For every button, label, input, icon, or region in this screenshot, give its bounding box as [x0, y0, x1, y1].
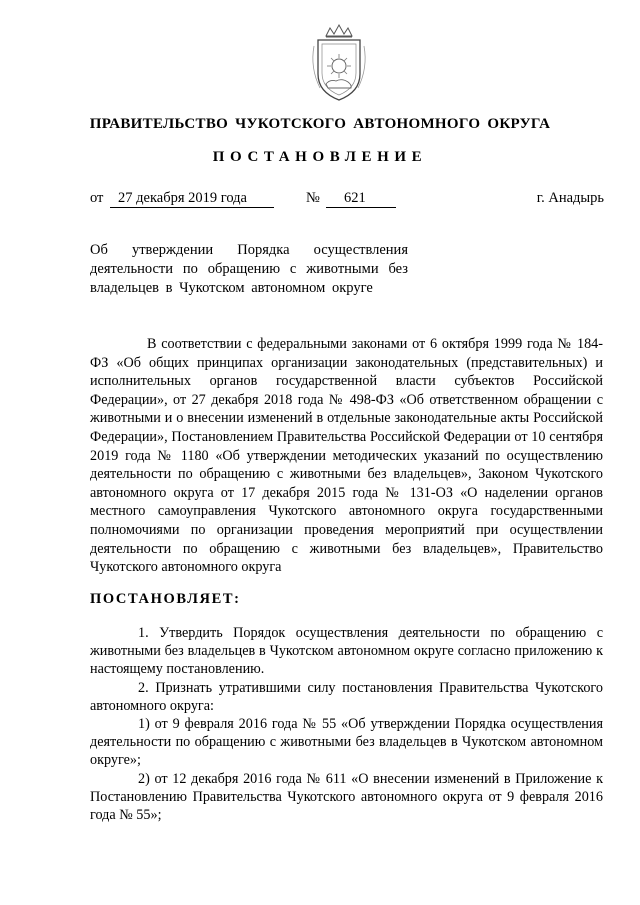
date-label: от [90, 190, 104, 206]
document-type-heading: ПОСТАНОВЛЕНИЕ [212, 149, 428, 165]
resolution-item: 2) от 12 декабря 2016 года № 611 «О внесении изменений в Приложение к Постановлению Правительства Чукотского автономного округа от 9 февраля 2016 года № 55»; [90, 770, 603, 824]
subject-line: владельцев в Чукотском автономном округе [90, 280, 373, 296]
resolution-item: 2. Признать утратившими силу постановления Правительства Чукотского автономного округа: [90, 679, 603, 714]
government-title: ПРАВИТЕЛЬСТВО ЧУКОТСКОГО АВТОНОМНОГО ОКРУГА [89, 116, 551, 132]
document-number: 621 [326, 190, 396, 208]
preamble-paragraph: В соответствии с федеральными законами от 6 октября 1999 года № 184-ФЗ «Об общих принципах организации законодательных (представительных) и исполнительных органов государственной власти субъектов Российской Федерации», от 27 декабря 2018 года № 498-ФЗ «Об ответственном обращении с животными и о внесении изменений в отдельные законодательные акты Российской Федерации», Постановлением Правительства Российской Федерации от 10 сентября 2019 года № 1180 «Об утверждении методических указаний по осуществлению деятельности по обращению с животными без владельцев», Законом Чукотского автономного округа от 17 декабря 2015 года № 131-ОЗ «О наделении органов местного самоуправления Чукотского автономного округа государственными полномочиями по организации проведения мероприятий при осуществлении деятельности по обращению с животными без владельцев», Правительство Чукотского автономного округа [90, 336, 603, 576]
preamble [90, 335, 603, 577]
number-label: № [306, 190, 320, 206]
resolve-heading: ПОСТАНОВЛЯЕТ: [90, 591, 241, 607]
resolution-item: 1) от 9 февраля 2016 года № 55 «Об утверждении Порядка осуществления деятельности по обращению с животными без владельцев в Чукотском автономном округе»; [90, 716, 603, 769]
document-subject [90, 241, 408, 298]
city-name: г. Анадырь [536, 190, 604, 206]
subject-line: Об утверждении Порядка осуществления [90, 242, 408, 258]
subject-line: деятельности по обращению с животными без [90, 261, 408, 277]
document-date: 27 декабря 2019 года [110, 190, 274, 208]
document-meta-line [0, 190, 640, 210]
resolution-item: 1. Утвердить Порядок осуществления деятельности по обращению с животными без владельцев в Чукотском автономном округе согласно приложению к настоящему постановлению. [90, 625, 603, 678]
coat-of-arms-icon [306, 22, 372, 106]
resolution-items [90, 624, 603, 824]
